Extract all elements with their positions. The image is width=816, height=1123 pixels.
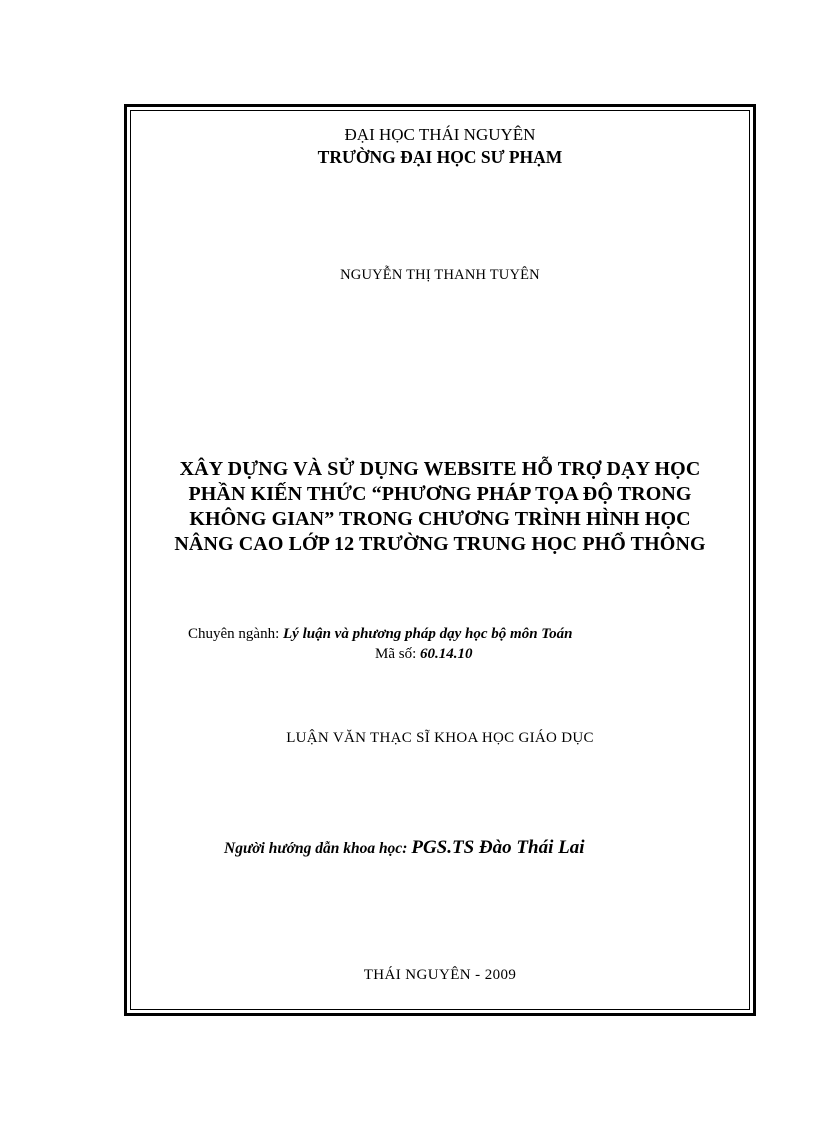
thesis-title: [131, 457, 749, 557]
advisor-name: PGS.TS Đào Thái Lai: [411, 837, 585, 858]
author-name: NGUYỄN THỊ THANH TUYÊN: [340, 267, 540, 283]
major-label: Chuyên ngành:: [188, 626, 280, 642]
thesis-title-line: KHÔNG GIAN” TRONG CHƯƠNG TRÌNH HÌNH HỌC: [189, 508, 691, 530]
code-label: Mã số:: [375, 646, 417, 662]
thesis-title-line: PHẦN KIẾN THỨC “PHƯƠNG PHÁP TỌA ĐỘ TRONG: [188, 483, 692, 505]
school-name: TRƯỜNG ĐẠI HỌC SƯ PHẠM: [317, 147, 563, 167]
thesis-title-line: XÂY DỰNG VÀ SỬ DỤNG WEBSITE HỖ TRỢ DẠY HỌC: [179, 458, 701, 480]
cover-border: [124, 104, 756, 1016]
major-line: [188, 626, 572, 643]
major-value: Lý luận và phương pháp dạy học bộ môn Toán: [283, 626, 573, 642]
advisor-line: [224, 837, 584, 859]
thesis-title-line: NÂNG CAO LỚP 12 TRƯỜNG TRUNG HỌC PHỔ THÔNG: [174, 533, 706, 555]
cover-inner-border: [130, 110, 750, 1010]
code-line: [375, 646, 473, 663]
university-name: ĐẠI HỌC THÁI NGUYÊN: [344, 125, 536, 144]
place-year: THÁI NGUYÊN - 2009: [363, 967, 517, 983]
degree-type: LUẬN VĂN THẠC SĨ KHOA HỌC GIÁO DỤC: [286, 730, 594, 746]
code-value: 60.14.10: [420, 646, 473, 662]
advisor-label: Người hướng dẫn khoa học:: [224, 840, 408, 857]
